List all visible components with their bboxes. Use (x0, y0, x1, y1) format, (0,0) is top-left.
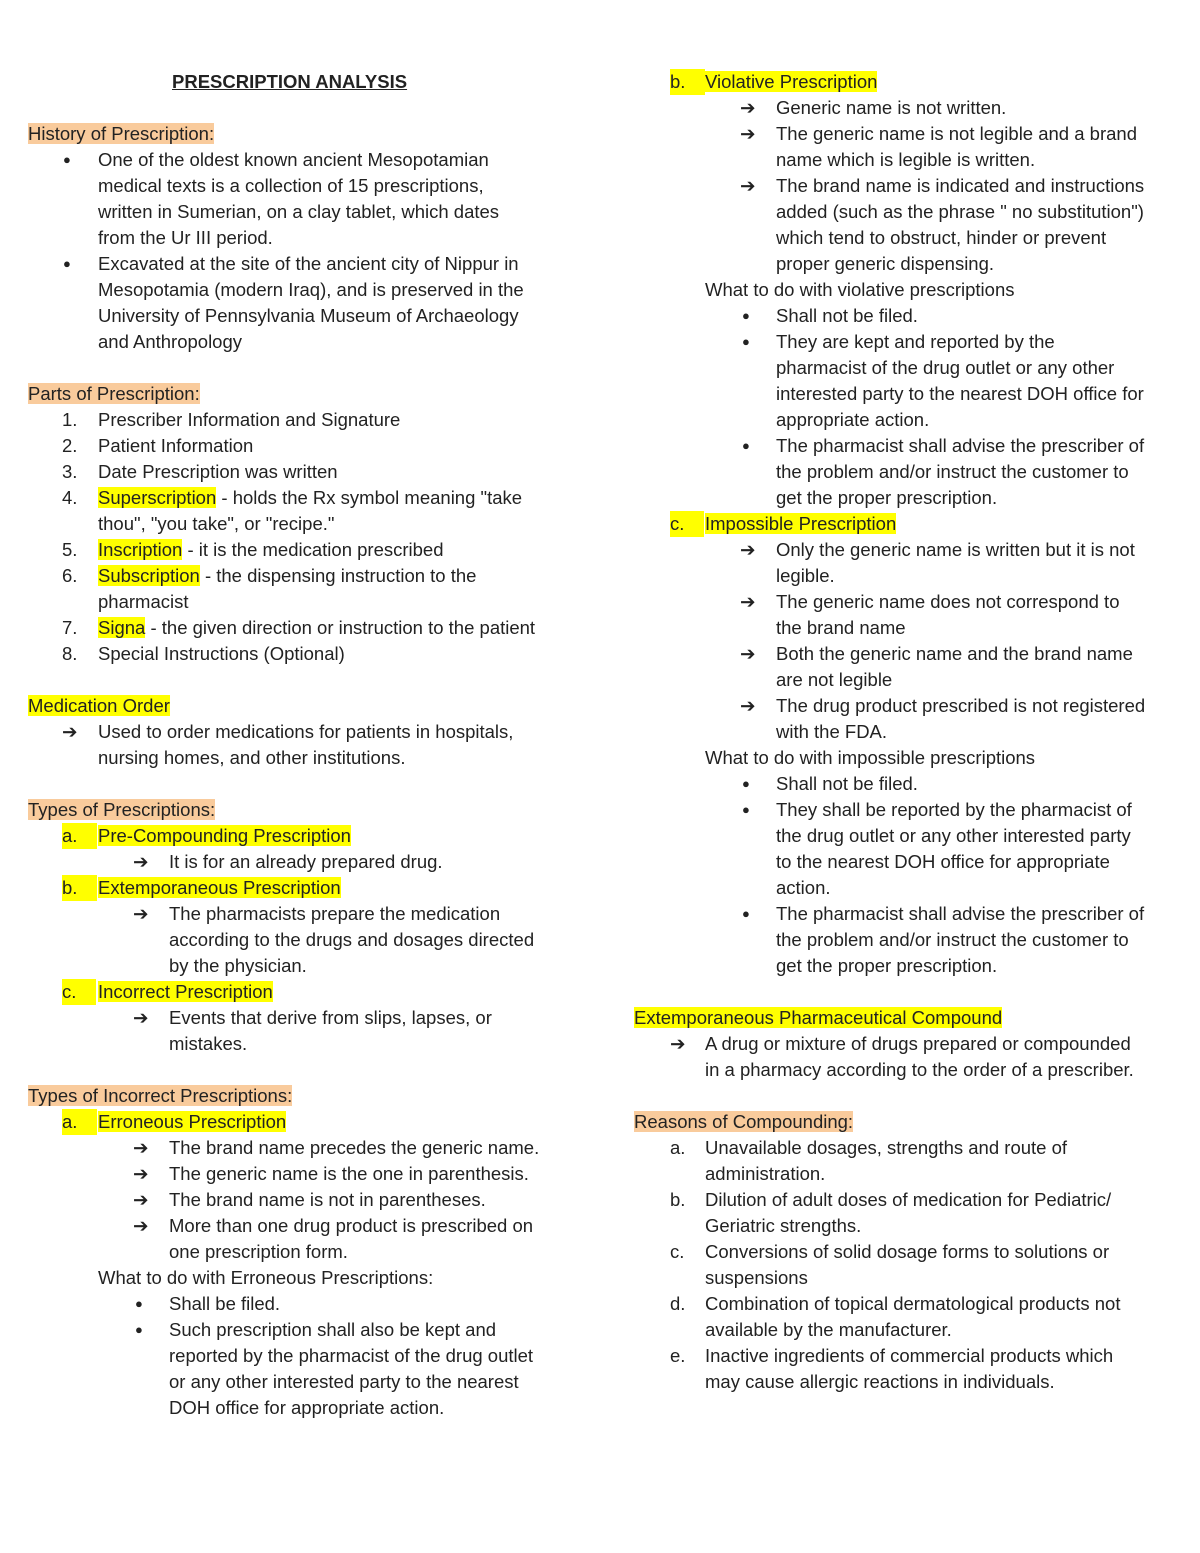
history-bullet-2: ● Excavated at the site of the ancient city of Nippur in (28, 251, 588, 277)
bullet-icon: ● (63, 256, 71, 271)
what-to-do-heading: What to do with Erroneous Prescriptions: (98, 1267, 434, 1288)
arrow-icon: ➔ (670, 1033, 686, 1054)
text-line: suspensions (705, 1267, 808, 1288)
text-line: appropriate action. (776, 409, 930, 430)
text-line: by the physician. (169, 955, 307, 976)
arrow-item: ➔ Events that derive from slips, lapses, or (28, 1005, 588, 1031)
arrow-icon: ➔ (133, 1163, 149, 1184)
text-line: one prescription form. (169, 1241, 348, 1262)
arrow-item: ➔ Both the generic name and the brand name (634, 641, 1194, 667)
text-line: nursing homes, and other institutions. (98, 747, 406, 768)
right-column (634, 69, 1194, 1395)
text-line: thou", "you take", or "recipe." (98, 513, 335, 534)
bullet-item: ● They shall be reported by the pharmacist of (634, 797, 1194, 823)
arrow-icon: ➔ (133, 903, 149, 924)
violative-item: b. Violative Prescription (634, 69, 1194, 95)
arrow-icon: ➔ (740, 539, 756, 560)
arrow-item: ➔ More than one drug product is prescribed on (28, 1213, 588, 1239)
bullet-icon: ● (63, 152, 71, 167)
text-line: Geriatric strengths. (705, 1215, 862, 1236)
parts-item: 2. Patient Information (62, 435, 254, 456)
reasons-heading: Reasons of Compounding: (634, 1111, 854, 1132)
text-line: DOH office for appropriate action. (169, 1397, 445, 1418)
parts-item: 1. Prescriber Information and Signature (62, 409, 401, 430)
bullet-icon: ● (135, 1296, 143, 1311)
type-item: a. Erroneous Prescription (28, 1109, 588, 1135)
arrow-icon: ➔ (740, 97, 756, 118)
text-line: name which is legible is written. (776, 149, 1036, 170)
arrow-item: ➔ The generic name is the one in parenthesis. (28, 1161, 588, 1187)
arrow-icon: ➔ (133, 1137, 149, 1158)
type-item: c. Incorrect Prescription (28, 979, 588, 1005)
bullet-icon: ● (742, 308, 750, 323)
bullet-item: ● Such prescription shall also be kept and (28, 1317, 588, 1343)
reason-item: a. Unavailable dosages, strengths and route of (670, 1137, 1068, 1158)
bullet-icon: ● (742, 334, 750, 349)
reason-item: c. Conversions of solid dosage forms to solutions or (670, 1241, 1110, 1262)
arrow-icon: ➔ (740, 643, 756, 664)
parts-heading: Parts of Prescription: (28, 383, 200, 404)
bullet-icon: ● (742, 438, 750, 453)
arrow-icon: ➔ (133, 1215, 149, 1236)
parts-item: 3. Date Prescription was written (62, 461, 338, 482)
text-line: the brand name (776, 617, 906, 638)
reason-item: e. Inactive ingredients of commercial products which (670, 1345, 1114, 1366)
text-line: available by the manufacturer. (705, 1319, 952, 1340)
arrow-icon: ➔ (133, 1007, 149, 1028)
arrow-item: ➔ Generic name is not written. (634, 95, 1194, 121)
bullet-icon: ● (742, 906, 750, 921)
parts-item: 5. Inscription - it is the medication prescribed (62, 539, 444, 560)
text-line: pharmacist (98, 591, 189, 612)
bullet-item: ● The pharmacist shall advise the prescriber of (634, 901, 1194, 927)
types-heading: Types of Prescriptions: (28, 799, 216, 820)
arrow-item: ➔ The brand name is indicated and instructions (634, 173, 1194, 199)
impossible-item: c. Impossible Prescription (634, 511, 1194, 537)
arrow-item: ➔ The generic name does not correspond to (634, 589, 1194, 615)
bullet-icon: ● (742, 776, 750, 791)
bullet-icon: ● (135, 1322, 143, 1337)
compound-heading: Extemporaneous Pharmaceutical Compound (634, 1007, 1003, 1028)
history-heading: History of Prescription: (28, 123, 215, 144)
text-line: the problem and/or instruct the customer to (776, 461, 1129, 482)
bullet-item: ● Shall be filed. (28, 1291, 588, 1317)
parts-item: 6. Subscription - the dispensing instruction to the (62, 565, 477, 586)
bullet-item: ● They are kept and reported by the (634, 329, 1194, 355)
text-line: or any other interested party to the nearest (169, 1371, 519, 1392)
history-bullet-1: ● One of the oldest known ancient Mesopotamian (28, 147, 588, 173)
text-line: get the proper prescription. (776, 955, 998, 976)
arrow-icon: ➔ (133, 1189, 149, 1210)
parts-item: 8. Special Instructions (Optional) (62, 643, 345, 664)
arrow-icon: ➔ (740, 591, 756, 612)
text-line: from the Ur III period. (98, 227, 273, 248)
arrow-item: ➔ A drug or mixture of drugs prepared or compounded (634, 1031, 1194, 1057)
text-line: proper generic dispensing. (776, 253, 995, 274)
text-line: get the proper prescription. (776, 487, 998, 508)
arrow-icon: ➔ (740, 175, 756, 196)
text-line: mistakes. (169, 1033, 248, 1054)
incorrect-types-heading: Types of Incorrect Prescriptions: (28, 1085, 293, 1106)
left-column (28, 69, 588, 1421)
page-title: PRESCRIPTION ANALYSIS (172, 71, 408, 92)
arrow-item: ➔ Only the generic name is written but it is not (634, 537, 1194, 563)
text-line: and Anthropology (98, 331, 243, 352)
parts-item: 7. Signa - the given direction or instruction to the patient (62, 617, 536, 638)
arrow-item: ➔ The brand name is not in parentheses. (28, 1187, 588, 1213)
text-line: legible. (776, 565, 835, 586)
reason-item: d. Combination of topical dermatological products not (670, 1293, 1121, 1314)
bullet-item: ● The pharmacist shall advise the prescriber of (634, 433, 1194, 459)
text-line: written in Sumerian, on a clay tablet, which dates (98, 201, 500, 222)
text-line: the problem and/or instruct the customer to (776, 929, 1129, 950)
text-line: University of Pennsylvania Museum of Archaeology (98, 305, 519, 326)
reason-item: b. Dilution of adult doses of medication for Pediatric/ (670, 1189, 1112, 1210)
arrow-item: ➔ The brand name precedes the generic name. (28, 1135, 588, 1161)
arrow-item: ➔ The drug product prescribed is not registered (634, 693, 1194, 719)
text-line: added (such as the phrase " no substitution") (776, 201, 1144, 222)
text-line: pharmacist of the drug outlet or any other (776, 357, 1115, 378)
what-to-do-heading: What to do with violative prescriptions (705, 279, 1015, 300)
medication-order-heading: Medication Order (28, 695, 170, 716)
text-line: the drug outlet or any other interested party (776, 825, 1131, 846)
arrow-icon: ➔ (62, 721, 78, 742)
parts-item: 4. Superscription - holds the Rx symbol meaning "take (62, 487, 523, 508)
text-line: according to the drugs and dosages directed (169, 929, 535, 950)
arrow-icon: ➔ (740, 123, 756, 144)
arrow-icon: ➔ (133, 851, 149, 872)
arrow-icon: ➔ (740, 695, 756, 716)
type-item: b. Extemporaneous Prescription (28, 875, 588, 901)
text-line: medical texts is a collection of 15 prescriptions, (98, 175, 484, 196)
arrow-item: ➔ The pharmacists prepare the medication (28, 901, 588, 927)
text-line: with the FDA. (776, 721, 888, 742)
text-line: reported by the pharmacist of the drug outlet (169, 1345, 534, 1366)
arrow-item: ➔ The generic name is not legible and a brand (634, 121, 1194, 147)
text-line: interested party to the nearest DOH office for (776, 383, 1144, 404)
bullet-icon: ● (742, 802, 750, 817)
arrow-item: ➔ Used to order medications for patients in hospitals, (28, 719, 588, 745)
text-line: which tend to obstruct, hinder or prevent (776, 227, 1107, 248)
text-line: administration. (705, 1163, 826, 1184)
type-item: a. Pre-Compounding Prescription (28, 823, 588, 849)
text-line: action. (776, 877, 831, 898)
text-line: to the nearest DOH office for appropriate (776, 851, 1110, 872)
what-to-do-heading: What to do with impossible prescriptions (705, 747, 1036, 768)
text-line: in a pharmacy according to the order of a prescriber. (705, 1059, 1134, 1080)
bullet-item: ● Shall not be filed. (634, 303, 1194, 329)
text-line: may cause allergic reactions in individuals. (705, 1371, 1055, 1392)
text-line: are not legible (776, 669, 893, 690)
arrow-item: ➔ It is for an already prepared drug. (28, 849, 588, 875)
bullet-item: ● Shall not be filed. (634, 771, 1194, 797)
text-line: Mesopotamia (modern Iraq), and is preserved in the (98, 279, 524, 300)
